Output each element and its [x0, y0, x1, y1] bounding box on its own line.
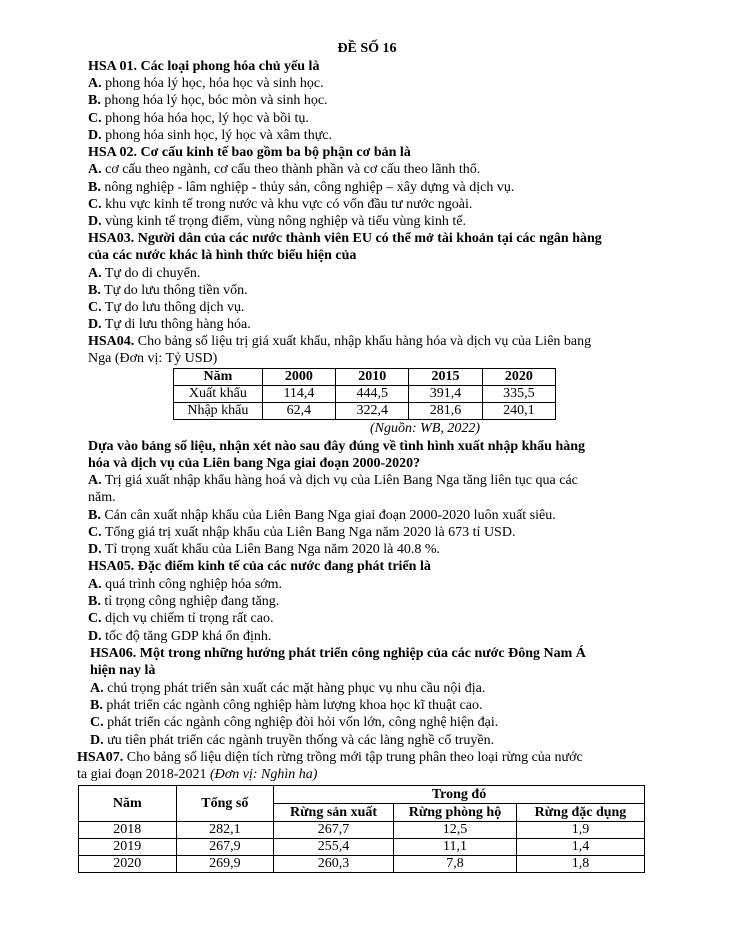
table-cell: 2020	[79, 856, 177, 873]
option-key: B.	[88, 508, 101, 523]
table-cell: 2019	[79, 839, 177, 856]
table-cell: 114,4	[262, 386, 335, 403]
option-key: C.	[88, 525, 102, 540]
q1-option-c	[88, 111, 309, 128]
option-key: A.	[88, 266, 102, 281]
option-text: dịch vụ chiếm tỉ trọng rất cao.	[101, 611, 274, 626]
option-text: phong hóa lý học, bóc mòn và sinh học.	[100, 93, 328, 108]
option-key: D.	[88, 317, 102, 332]
table-header-cell: Rừng phòng hộ	[394, 804, 517, 822]
option-text: Tự do di chuyển.	[101, 266, 201, 281]
q5-option-c	[88, 611, 273, 628]
q4-table	[173, 368, 556, 420]
q1-stem: HSA 01. Các loại phong hóa chủ yếu là	[88, 59, 320, 74]
q4-option-a-cont: năm.	[88, 490, 116, 505]
q7-table	[78, 785, 645, 873]
table-cell: 322,4	[336, 403, 409, 420]
table-header-cell: Năm	[174, 369, 263, 386]
option-key: C.	[88, 111, 102, 126]
table-header-cell: Rừng sản xuất	[274, 804, 394, 822]
table-cell: 267,7	[274, 822, 394, 839]
q7-label: HSA07.	[77, 750, 124, 765]
option-key: D.	[90, 733, 104, 748]
option-text: Cán cân xuất nhập khẩu của Liên Bang Nga giai đoạn 2000-2020 luôn xuất siêu.	[100, 508, 556, 523]
q5-option-a	[88, 577, 282, 594]
q6-option-d	[90, 733, 494, 750]
q4-option-a	[88, 473, 578, 490]
table-row	[79, 839, 645, 856]
q4-intro-text: Cho bảng số liệu trị giá xuất khẩu, nhập khẩu hàng hóa và dịch vụ của Liên bang	[134, 334, 592, 349]
q6-option-b	[90, 698, 483, 715]
q6-stem-line1: HSA06. Một trong những hướng phát triển công nghiệp của các nước Đông Nam Á	[90, 646, 586, 661]
q7-intro-text2: ta giai đoạn 2018-2021	[77, 767, 210, 782]
q2-option-d	[88, 214, 466, 231]
table-cell: Xuất khẩu	[174, 386, 263, 403]
option-key: C.	[88, 300, 102, 315]
q5-option-d	[88, 629, 271, 646]
option-text: vùng kinh tế trọng điểm, vùng nông nghiệp và tiểu vùng kinh tế.	[101, 214, 466, 229]
q4-ask-line1: Dựa vào bảng số liệu, nhận xét nào sau đây đúng về tình hình xuất nhập khẩu hàng	[88, 439, 586, 454]
option-text: phát triển các ngành công nghiệp hàm lượng khoa học kĩ thuật cao.	[102, 698, 483, 713]
table-header-cell: Tổng số	[176, 786, 274, 822]
table-header-cell: Trong đó	[274, 786, 645, 804]
q2-option-b	[88, 180, 514, 197]
q3-option-c	[88, 300, 244, 317]
table-cell: 12,5	[394, 822, 517, 839]
q6-stem-line2: hiện nay là	[90, 663, 156, 678]
option-key: C.	[90, 715, 104, 730]
q3-option-b	[88, 283, 248, 300]
option-key: D.	[88, 629, 102, 644]
q7-unit: (Đơn vị: Nghìn ha)	[209, 767, 318, 782]
option-key: A.	[88, 76, 102, 91]
table-cell: 240,1	[482, 403, 555, 420]
option-key: C.	[88, 611, 102, 626]
option-text: cơ cấu theo ngành, cơ cấu theo thành phần và cơ cấu theo lãnh thổ.	[101, 162, 481, 177]
q7-intro-line1	[77, 750, 583, 767]
table-cell: 1,9	[516, 822, 644, 839]
table-cell: 62,4	[262, 403, 335, 420]
table-row	[79, 822, 645, 839]
option-text: phát triển các ngành công nghiệp đòi hỏi vốn lớn, công nghệ hiện đại.	[103, 715, 499, 730]
table-header-cell: Rừng đặc dụng	[516, 804, 644, 822]
option-key: D.	[88, 542, 102, 557]
table-row	[79, 856, 645, 873]
q2-option-a	[88, 162, 480, 179]
table-header-cell: 2000	[262, 369, 335, 386]
q4-option-b	[88, 508, 556, 525]
table-cell: 2018	[79, 822, 177, 839]
table-header-cell: Năm	[79, 786, 177, 822]
option-text: khu vực kinh tế trong nước và khu vực có vốn đầu tư nước ngoài.	[101, 197, 473, 212]
table-cell: 7,8	[394, 856, 517, 873]
option-text: Trị giá xuất nhập khẩu hàng hoá và dịch vụ của Liên Bang Nga tăng liên tục qua các	[101, 473, 578, 488]
table-row	[174, 403, 556, 420]
option-key: B.	[90, 698, 103, 713]
q4-source: (Nguồn: WB, 2022)	[370, 421, 481, 436]
option-text: tốc độ tăng GDP khá ổn định.	[101, 629, 272, 644]
q1-option-b	[88, 93, 328, 110]
option-key: B.	[88, 93, 101, 108]
q6-option-c	[90, 715, 498, 732]
option-text: nông nghiệp - lâm nghiệp - thủy sản, công nghiệp – xây dựng và dịch vụ.	[100, 180, 515, 195]
option-text: Tự di lưu thông hàng hóa.	[101, 317, 251, 332]
q1-option-a	[88, 76, 324, 93]
table-header-cell: 2010	[336, 369, 409, 386]
q4-intro-line1	[88, 334, 591, 351]
table-cell: 11,1	[394, 839, 517, 856]
table-cell: 391,4	[409, 386, 482, 403]
table-cell: 267,9	[176, 839, 274, 856]
option-key: A.	[88, 473, 102, 488]
option-key: A.	[90, 681, 104, 696]
table-cell: 1,4	[516, 839, 644, 856]
q3-stem-line1: HSA03. Người dân của các nước thành viên EU có thể mở tài khoản tại các ngân hàng	[88, 231, 602, 246]
option-key: D.	[88, 128, 102, 143]
option-text: chú trọng phát triển sản xuất các mặt hàng phục vụ nhu cầu nội địa.	[103, 681, 486, 696]
q3-option-a	[88, 266, 200, 283]
option-text: Tự do lưu thông tiền vốn.	[100, 283, 248, 298]
q4-option-c	[88, 525, 515, 542]
option-key: A.	[88, 162, 102, 177]
option-text: Tỉ trọng xuất khẩu của Liên Bang Nga năm 2020 là 40.8 %.	[101, 542, 441, 557]
q5-option-b	[88, 594, 279, 611]
q5-stem: HSA05. Đặc điểm kinh tế của các nước đang phát triển là	[88, 559, 431, 574]
q7-intro-line2	[77, 767, 317, 784]
exam-title: ĐỀ SỐ 16	[337, 41, 397, 56]
q4-option-d	[88, 542, 440, 559]
option-key: C.	[88, 197, 102, 212]
option-key: B.	[88, 283, 101, 298]
option-text: Tự do lưu thông dịch vụ.	[101, 300, 245, 315]
option-text: quá trình công nghiệp hóa sớm.	[101, 577, 283, 592]
table-header-row	[79, 786, 645, 804]
table-cell: 335,5	[482, 386, 555, 403]
option-key: A.	[88, 577, 102, 592]
option-text: tỉ trọng công nghiệp đang tăng.	[100, 594, 280, 609]
table-row	[174, 386, 556, 403]
option-key: D.	[88, 214, 102, 229]
option-key: B.	[88, 594, 101, 609]
option-text: ưu tiên phát triển các ngành truyền thống và các làng nghề cổ truyền.	[103, 733, 495, 748]
table-cell: 281,6	[409, 403, 482, 420]
q2-stem: HSA 02. Cơ cấu kinh tế bao gồm ba bộ phận cơ bản là	[88, 145, 411, 160]
q4-intro-line2: Nga (Đơn vị: Tỷ USD)	[88, 351, 218, 366]
q2-option-c	[88, 197, 472, 214]
q3-stem-line2: của các nước khác là hình thức biểu hiện của	[88, 248, 357, 263]
q3-option-d	[88, 317, 251, 334]
q4-ask-line2: hóa và dịch vụ của Liên bang Nga giai đoạn 2000-2020?	[88, 456, 421, 471]
table-header-row	[174, 369, 556, 386]
table-cell: 444,5	[336, 386, 409, 403]
option-text: phong hóa lý học, hóa học và sinh học.	[101, 76, 324, 91]
table-cell: Nhập khẩu	[174, 403, 263, 420]
option-key: B.	[88, 180, 101, 195]
table-header-cell: 2020	[482, 369, 555, 386]
table-header-cell: 2015	[409, 369, 482, 386]
q7-intro-text: Cho bảng số liệu diện tích rừng trồng mới tập trung phân theo loại rừng của nước	[123, 750, 583, 765]
option-text: phong hóa sinh học, lý học và xâm thực.	[101, 128, 333, 143]
option-text: phong hóa hóa học, lý học và bồi tụ.	[101, 111, 309, 126]
q4-label: HSA04.	[88, 334, 135, 349]
option-text: Tổng giá trị xuất nhập khẩu của Liên Bang Nga năm 2020 là 673 tỉ USD.	[101, 525, 516, 540]
q6-option-a	[90, 681, 485, 698]
table-cell: 260,3	[274, 856, 394, 873]
table-cell: 1,8	[516, 856, 644, 873]
table-cell: 269,9	[176, 856, 274, 873]
table-cell: 282,1	[176, 822, 274, 839]
table-cell: 255,4	[274, 839, 394, 856]
q1-option-d	[88, 128, 332, 145]
